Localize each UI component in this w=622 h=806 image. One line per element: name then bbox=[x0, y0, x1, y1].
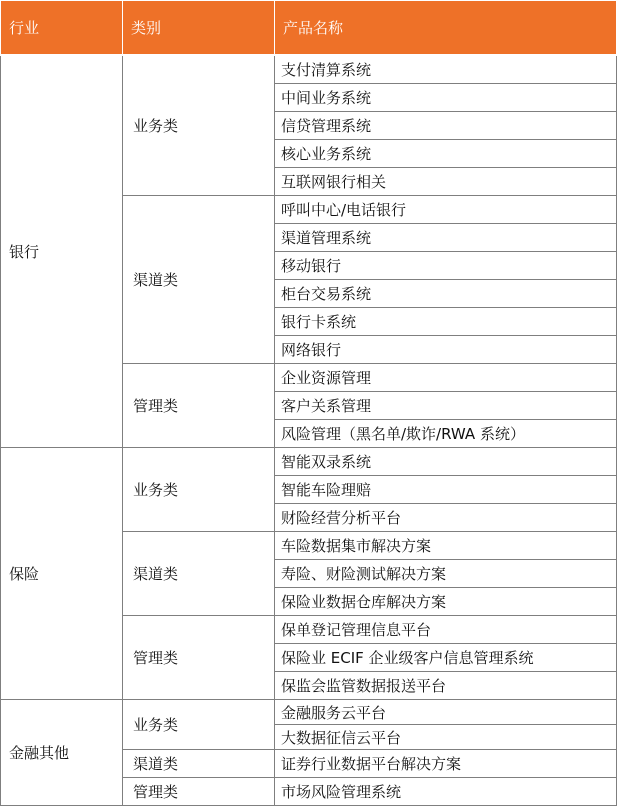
industry-cell: 金融其他 bbox=[1, 700, 123, 806]
category-cell: 业务类 bbox=[123, 700, 275, 750]
product-cell: 智能车险理赔 bbox=[275, 476, 617, 504]
category-cell: 渠道类 bbox=[123, 750, 275, 778]
product-cell: 财险经营分析平台 bbox=[275, 504, 617, 532]
product-cell: 保单登记管理信息平台 bbox=[275, 616, 617, 644]
product-cell: 大数据征信云平台 bbox=[275, 725, 617, 750]
header-product: 产品名称 bbox=[275, 1, 617, 56]
industry-cell: 银行 bbox=[1, 55, 123, 448]
table-row bbox=[1, 55, 617, 84]
product-cell: 风险管理（黑名单/欺诈/RWA 系统） bbox=[275, 420, 617, 448]
product-cell: 保监会监管数据报送平台 bbox=[275, 672, 617, 700]
product-cell: 企业资源管理 bbox=[275, 364, 617, 392]
product-cell: 银行卡系统 bbox=[275, 308, 617, 336]
table-row bbox=[1, 700, 617, 725]
product-cell: 市场风险管理系统 bbox=[275, 778, 617, 806]
product-cell: 移动银行 bbox=[275, 252, 617, 280]
product-cell: 客户关系管理 bbox=[275, 392, 617, 420]
category-cell: 渠道类 bbox=[123, 196, 275, 364]
product-cell: 证券行业数据平台解决方案 bbox=[275, 750, 617, 778]
product-cell: 互联网银行相关 bbox=[275, 168, 617, 196]
product-cell: 车险数据集市解决方案 bbox=[275, 532, 617, 560]
product-cell: 信贷管理系统 bbox=[275, 112, 617, 140]
table-row bbox=[1, 448, 617, 476]
product-cell: 支付清算系统 bbox=[275, 55, 617, 84]
product-cell: 寿险、财险测试解决方案 bbox=[275, 560, 617, 588]
header-industry: 行业 bbox=[1, 1, 123, 56]
category-cell: 业务类 bbox=[123, 448, 275, 532]
product-cell: 核心业务系统 bbox=[275, 140, 617, 168]
category-cell: 管理类 bbox=[123, 778, 275, 806]
product-cell: 智能双录系统 bbox=[275, 448, 617, 476]
header-category: 类别 bbox=[123, 1, 275, 56]
header-row bbox=[1, 1, 617, 56]
category-cell: 业务类 bbox=[123, 55, 275, 196]
product-cell: 金融服务云平台 bbox=[275, 700, 617, 725]
category-cell: 管理类 bbox=[123, 616, 275, 700]
product-cell: 渠道管理系统 bbox=[275, 224, 617, 252]
product-cell: 保险业数据仓库解决方案 bbox=[275, 588, 617, 616]
category-cell: 渠道类 bbox=[123, 532, 275, 616]
product-cell: 呼叫中心/电话银行 bbox=[275, 196, 617, 224]
industry-cell: 保险 bbox=[1, 448, 123, 700]
category-cell: 管理类 bbox=[123, 364, 275, 448]
product-cell: 柜台交易系统 bbox=[275, 280, 617, 308]
product-cell: 保险业 ECIF 企业级客户信息管理系统 bbox=[275, 644, 617, 672]
product-cell: 中间业务系统 bbox=[275, 84, 617, 112]
product-cell: 网络银行 bbox=[275, 336, 617, 364]
